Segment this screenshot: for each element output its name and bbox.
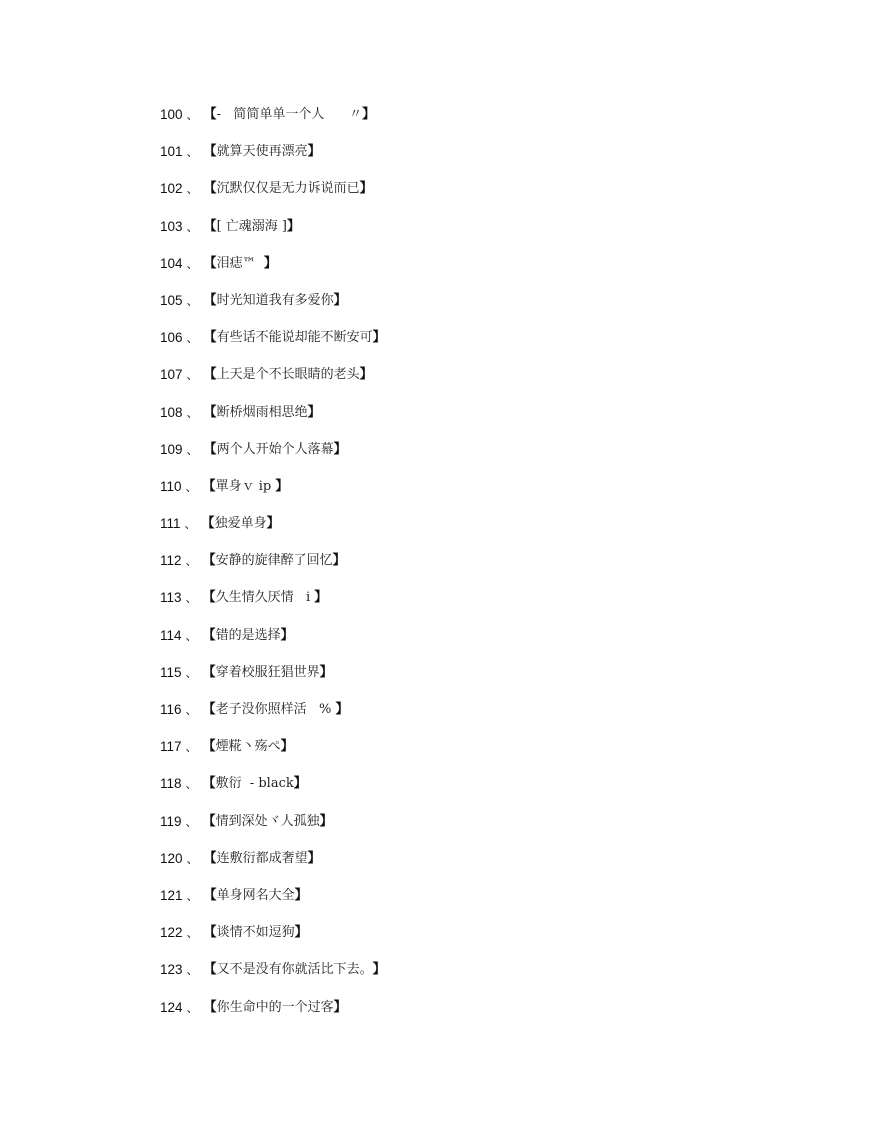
close-bracket: 】 xyxy=(280,739,294,755)
item-separator: 、 xyxy=(185,554,198,569)
item-text: 穿着校服狂猖世界 xyxy=(215,664,320,680)
item-separator: 、 xyxy=(185,591,198,606)
item-text: 断桥烟雨相思绝 xyxy=(216,404,308,420)
close-bracket: 】 xyxy=(333,441,347,457)
open-bracket: 【 xyxy=(203,925,217,941)
list-item xyxy=(160,663,386,700)
item-text: 敷衍 - black xyxy=(215,776,294,792)
list-item xyxy=(160,551,386,588)
open-bracket: 【 xyxy=(203,887,217,903)
item-separator: 、 xyxy=(185,479,198,494)
item-separator: 、 xyxy=(185,703,198,717)
open-bracket: 【 xyxy=(202,478,216,494)
close-bracket: 】 xyxy=(294,887,308,903)
close-bracket: 】 xyxy=(319,664,333,680)
item-separator: 、 xyxy=(186,1000,199,1015)
item-text: 煙糀丶殇ぺ xyxy=(215,739,281,755)
close-bracket: 】 xyxy=(293,776,307,792)
item-number: 116 xyxy=(160,702,182,717)
item-number: 102 xyxy=(160,181,183,197)
open-bracket: 【 xyxy=(203,181,217,197)
item-number: 123 xyxy=(160,962,183,978)
open-bracket: 【 xyxy=(203,107,217,122)
item-separator: 、 xyxy=(186,963,199,978)
close-bracket: 】 xyxy=(359,181,373,197)
list-item xyxy=(160,440,386,477)
item-number: 108 xyxy=(160,404,183,420)
open-bracket: 【 xyxy=(203,962,217,978)
open-bracket: 【 xyxy=(203,255,217,271)
close-bracket: 】 xyxy=(280,627,294,643)
item-text: 沉默仅仅是无力诉说而已 xyxy=(216,181,360,197)
item-separator: 、 xyxy=(184,517,197,532)
open-bracket: 【 xyxy=(202,590,216,606)
item-separator: 、 xyxy=(186,293,199,308)
item-separator: 、 xyxy=(186,368,199,383)
item-separator: 、 xyxy=(185,665,198,680)
open-bracket: 【 xyxy=(203,404,217,420)
list-item xyxy=(160,812,386,849)
open-bracket: 【 xyxy=(203,144,217,160)
item-number: 111 xyxy=(160,516,181,532)
item-number: 118 xyxy=(160,776,182,792)
item-separator: 、 xyxy=(186,888,199,903)
item-number: 121 xyxy=(160,887,183,903)
close-bracket: 】 xyxy=(359,367,373,383)
close-bracket: 】 xyxy=(335,702,349,717)
close-bracket: 】 xyxy=(319,813,333,829)
nickname-list xyxy=(160,105,386,1035)
open-bracket: 【 xyxy=(201,516,215,532)
item-separator: 、 xyxy=(186,442,199,457)
item-number: 105 xyxy=(160,292,183,308)
open-bracket: 【 xyxy=(203,441,217,457)
list-item xyxy=(160,514,386,551)
item-separator: 、 xyxy=(186,219,199,234)
open-bracket: 【 xyxy=(202,739,216,755)
list-item xyxy=(160,886,386,923)
item-number: 119 xyxy=(160,813,182,829)
item-separator: 、 xyxy=(185,740,198,755)
item-text: 老子没你照样活 % xyxy=(215,702,336,717)
item-text: 独爱单身 xyxy=(214,516,267,532)
item-text: 又不是没有你就活比下去。 xyxy=(216,962,373,978)
item-text: 單身ｖ ip xyxy=(215,478,276,494)
item-number: 100 xyxy=(160,107,183,122)
close-bracket: 】 xyxy=(362,107,376,122)
list-item xyxy=(160,142,386,179)
close-bracket: 】 xyxy=(372,330,386,346)
item-text: 上天是个不长眼睛的老头 xyxy=(216,367,360,383)
close-bracket: 】 xyxy=(266,516,280,532)
item-text: 久生情久厌情 i xyxy=(215,590,315,606)
list-item xyxy=(160,403,386,440)
close-bracket: 】 xyxy=(332,553,346,569)
close-bracket: 】 xyxy=(307,404,321,420)
list-item xyxy=(160,477,386,514)
open-bracket: 【 xyxy=(203,367,217,383)
item-text: 就算天使再漂亮 xyxy=(216,144,308,160)
list-item xyxy=(160,737,386,774)
item-separator: 、 xyxy=(186,256,199,271)
item-text: [ 亡魂溺海 ] xyxy=(216,218,287,234)
item-number: 117 xyxy=(160,739,182,755)
item-number: 103 xyxy=(160,218,183,234)
close-bracket: 】 xyxy=(307,144,321,160)
list-item xyxy=(160,179,386,216)
item-number: 104 xyxy=(160,255,183,271)
item-text: 有些话不能说却能不断安可 xyxy=(216,330,373,346)
item-number: 122 xyxy=(160,925,183,941)
open-bracket: 【 xyxy=(202,702,216,717)
item-number: 112 xyxy=(160,553,182,569)
close-bracket: 】 xyxy=(286,218,300,234)
open-bracket: 【 xyxy=(203,850,217,866)
item-number: 115 xyxy=(160,664,182,680)
list-item xyxy=(160,254,386,291)
close-bracket: 】 xyxy=(307,850,321,866)
open-bracket: 【 xyxy=(202,813,216,829)
item-text: 谈情不如逗狗 xyxy=(216,925,295,941)
close-bracket: 】 xyxy=(294,925,308,941)
item-text: 你生命中的一个过客 xyxy=(216,999,334,1015)
open-bracket: 【 xyxy=(203,292,217,308)
list-item xyxy=(160,998,386,1035)
item-text: 两个人开始个人落幕 xyxy=(216,441,334,457)
item-separator: 、 xyxy=(186,331,199,346)
list-item xyxy=(160,588,386,625)
open-bracket: 【 xyxy=(202,553,216,569)
open-bracket: 【 xyxy=(203,999,217,1015)
close-bracket: 】 xyxy=(263,255,277,271)
item-separator: 、 xyxy=(185,628,198,643)
list-item xyxy=(160,849,386,886)
item-text: 时光知道我有多爱你 xyxy=(216,292,334,308)
close-bracket: 】 xyxy=(333,999,347,1015)
list-item xyxy=(160,700,386,737)
item-separator: 、 xyxy=(186,182,199,197)
item-number: 106 xyxy=(160,330,183,346)
item-number: 110 xyxy=(160,478,182,494)
item-number: 124 xyxy=(160,999,183,1015)
item-text: 单身网名大全 xyxy=(216,887,295,903)
item-number: 114 xyxy=(160,627,182,643)
open-bracket: 【 xyxy=(203,330,217,346)
item-text: 安静的旋律醉了回忆 xyxy=(215,553,333,569)
list-item xyxy=(160,365,386,402)
item-text: 连敷衍都成奢望 xyxy=(216,850,308,866)
item-number: 120 xyxy=(160,850,183,866)
item-separator: 、 xyxy=(186,108,199,122)
item-text: 泪痣™ xyxy=(216,255,264,271)
open-bracket: 【 xyxy=(202,664,216,680)
list-item xyxy=(160,923,386,960)
item-number: 113 xyxy=(160,590,182,606)
item-separator: 、 xyxy=(185,814,198,829)
item-number: 107 xyxy=(160,367,183,383)
item-number: 109 xyxy=(160,441,183,457)
close-bracket: 】 xyxy=(333,292,347,308)
item-text: 错的是选择 xyxy=(215,627,281,643)
close-bracket: 】 xyxy=(275,478,289,494)
item-text: - 简简单单一个人 〃 xyxy=(216,107,363,122)
item-separator: 、 xyxy=(185,777,198,792)
item-separator: 、 xyxy=(186,145,199,160)
item-separator: 、 xyxy=(186,405,199,420)
list-item xyxy=(160,328,386,365)
close-bracket: 】 xyxy=(372,962,386,978)
item-separator: 、 xyxy=(186,851,199,866)
list-item xyxy=(160,217,386,254)
list-item xyxy=(160,774,386,811)
list-item xyxy=(160,960,386,997)
item-separator: 、 xyxy=(186,926,199,941)
open-bracket: 【 xyxy=(202,627,216,643)
open-bracket: 【 xyxy=(203,218,217,234)
list-item xyxy=(160,291,386,328)
open-bracket: 【 xyxy=(202,776,216,792)
item-number: 101 xyxy=(160,144,183,160)
item-text: 情到深处ヾ人孤独 xyxy=(215,813,320,829)
list-item xyxy=(160,626,386,663)
close-bracket: 】 xyxy=(314,590,328,606)
list-item xyxy=(160,105,386,142)
